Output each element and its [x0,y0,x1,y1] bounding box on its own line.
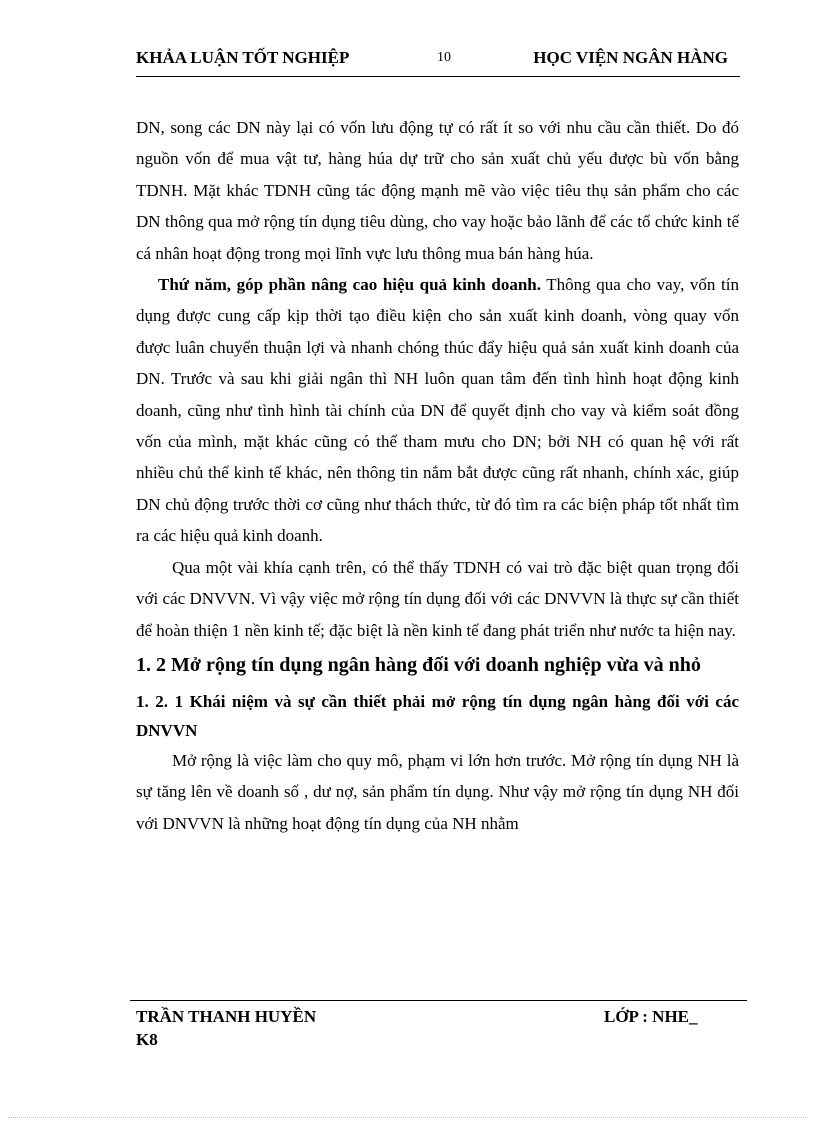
page-number: 10 [437,50,451,65]
header-divider [136,76,740,77]
subsection-heading-1-2-1: 1. 2. 1 Khái niệm và sự cần thiết phải mở rộng tín dụng ngân hàng đối với các DNVVN [136,691,739,740]
footer-author: TRẦN THANH HUYỀN [136,1007,317,1026]
footer-divider [130,1000,747,1001]
page-header [136,48,740,72]
document-body [136,112,739,839]
footer-class-cont: K8 [136,1030,158,1049]
page-bottom-edge [8,1117,808,1118]
paragraph-3: Qua một vài khía cạnh trên, có thể thấy TDNH có vai trò đặc biệt quan trọng đối với các DNVVN. Vì vậy việc mở rộng tín dụng đối với các DNVVN là thực sự cần thiết để hoàn thiện 1 nền kinh tế; đặc biệt là nền kinh tế đang phát triển như nước ta hiện nay. [136,557,739,640]
paragraph-2-text: Thông qua cho vay, vốn tín dụng được cung cấp kịp thời tạo điều kiện cho sản xuất kinh doanh, vòng quay vốn được luân chuyển thuận lợi và nhanh chóng thúc đẩy hiệu quả sản xuất kinh doanh của DN. Trước và sau khi giải ngân thì NH luôn quan tâm đến tình hình hoạt động kinh doanh, cũng như tình hình tài chính của DN để quyết định cho vay và kiểm soát đồng vốn của mình, mặt khác cũng có thể tham mưu cho DN; bởi NH có quan hệ với rất nhiều chủ thể kinh tế khác, nên thông tin nắm bắt được cũng rất nhanh, chính xác, giúp DN chủ động trước thời cơ cũng như thách thức, từ đó tìm ra các biện pháp tốt nhất tìm ra các hiệu quả kinh doanh. [136,275,739,546]
paragraph-4: Mở rộng là việc làm cho quy mô, phạm vi lớn hơn trước. Mở rộng tín dụng NH là sự tăng lên về doanh số , dư nợ, sản phẩm tín dụng. Như vậy mở rộng tín dụng NH đối với DNVVN là những hoạt động tín dụng của NH nhằm [136,750,739,833]
footer-class: LỚP : NHE_ [604,1007,698,1026]
header-thesis-title: KHẢA LUẬN TỐT NGHIỆP [136,48,350,67]
header-institution: HỌC VIỆN NGÂN HÀNG [533,48,728,67]
section-heading-1-2: 1. 2 Mở rộng tín dụng ngân hàng đối với doanh nghiệp vừa và nhỏ [136,653,701,676]
paragraph-2 [136,269,739,552]
paragraph-2-lead: Thứ năm, góp phần nâng cao hiệu quả kinh doanh. [158,275,541,295]
paragraph-1: DN, song các DN này lại có vốn lưu động tự có rất ít so với nhu cầu cần thiết. Do đó nguồn vốn để mua vật tư, hàng húa dự trữ cho sản xuất chủ yếu được bù vốn bằng TDNH. Mặt khác TDNH cũng tác động mạnh mẽ vào việc tiêu thụ sản phẩm cho các DN thông qua mở rộng tín dụng tiêu dùng, cho vay hoặc bảo lãnh để các tổ chức kinh tế cá nhân hoạt động trong mọi lĩnh vực lưu thông mua bán hàng húa. [136,118,739,263]
